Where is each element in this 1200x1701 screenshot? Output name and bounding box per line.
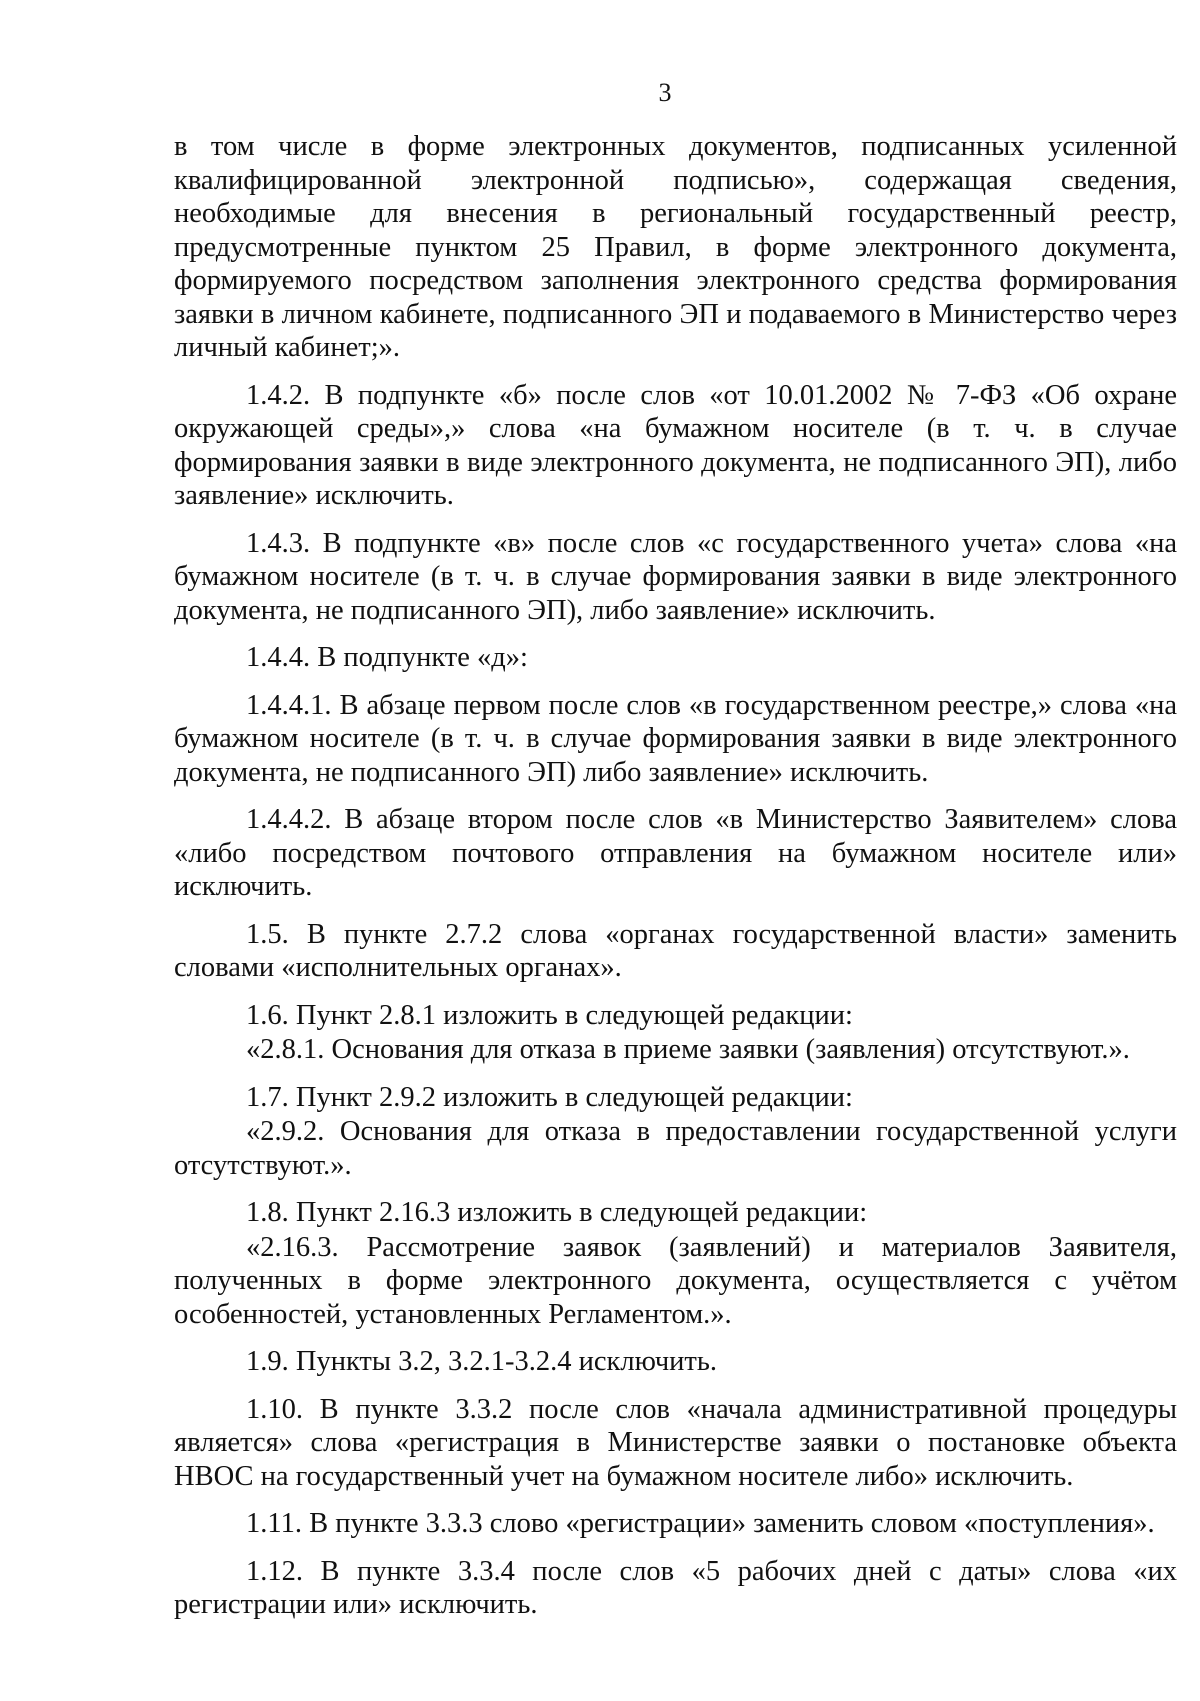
paragraph-1-11: 1.11. В пункте 3.3.3 слово «регистрации» заменить словом «поступления».: [246, 1508, 1155, 1539]
paragraph-1-8: 1.8. Пункт 2.16.3 изложить в следующей редакции:: [246, 1197, 868, 1228]
paragraph-1-6-quote: «2.8.1. Основания для отказа в приеме заявки (заявления) отсутствуют.».: [246, 1034, 1130, 1065]
paragraph-1-4-4-1: 1.4.4.1. В абзаце первом после слов «в государственном реестре,» слова «на бумажном носителе (в т. ч. в случае формирования заявки в виде электронного документа, не подписанного ЭП) либо заявление» исключить.: [174, 689, 1177, 788]
page-number: 3: [658, 78, 672, 107]
document-body: [174, 130, 1177, 1636]
paragraph-continuation: в том числе в форме электронных документов, подписанных усиленной квалифицированной электронной подписью», содержащая сведения, необходимые для внесения в региональный государственный реестр, предусмотренные пунктом 25 Правил, в форме электронного документа, формируемого посредством заполнения электронного средства формирования заявки в личном кабинете, подписанного ЭП и подаваемого в Министерство через личный кабинет;».: [174, 131, 1177, 363]
paragraph-1-5: 1.5. В пункте 2.7.2 слова «органах государственной власти» заменить словами «исполнительных органах».: [174, 918, 1177, 983]
paragraph-1-8-quote: «2.16.3. Рассмотрение заявок (заявлений) и материалов Заявителя, полученных в форме электронного документа, осуществляется с учётом особенностей, установленных Регламентом.».: [174, 1231, 1177, 1330]
paragraph-1-4-4-2: 1.4.4.2. В абзаце втором после слов «в Министерство Заявителем» слова «либо посредством почтового отправления на бумажном носителе или» исключить.: [174, 804, 1177, 902]
paragraph-1-12: 1.12. В пункте 3.3.4 после слов «5 рабочих дней с даты» слова «их регистрации или» исключить.: [174, 1555, 1177, 1620]
paragraph-1-9: 1.9. Пункты 3.2, 3.2.1-3.2.4 исключить.: [246, 1346, 717, 1377]
paragraph-1-6: 1.6. Пункт 2.8.1 изложить в следующей редакции:: [246, 999, 853, 1031]
paragraph-1-7: 1.7. Пункт 2.9.2 изложить в следующей редакции:: [246, 1081, 853, 1113]
paragraph-1-4-4: 1.4.4. В подпункте «д»:: [246, 642, 528, 673]
paragraph-1-4-2: 1.4.2. В подпункте «б» после слов «от 10.01.2002 № 7-ФЗ «Об охране окружающей среды»,» слова «на бумажном носителе (в т. ч. в случае формирования заявки в виде электронного документа, не подписанного ЭП), либо заявление» исключить.: [174, 379, 1177, 511]
paragraph-1-10: 1.10. В пункте 3.3.2 после слов «начала административной процедуры является» слова «регистрация в Министерстве заявки о постановке объекта НВОС на государственный учет на бумажном носителе либо» исключить.: [174, 1393, 1177, 1492]
paragraph-1-7-quote: «2.9.2. Основания для отказа в предоставлении государственной услуги отсутствуют.».: [174, 1116, 1177, 1181]
paragraph-1-4-3: 1.4.3. В подпункте «в» после слов «с государственного учета» слова «на бумажном носителе (в т. ч. в случае формирования заявки в виде электронного документа, не подписанного ЭП), либо заявление» исключить.: [174, 527, 1177, 626]
